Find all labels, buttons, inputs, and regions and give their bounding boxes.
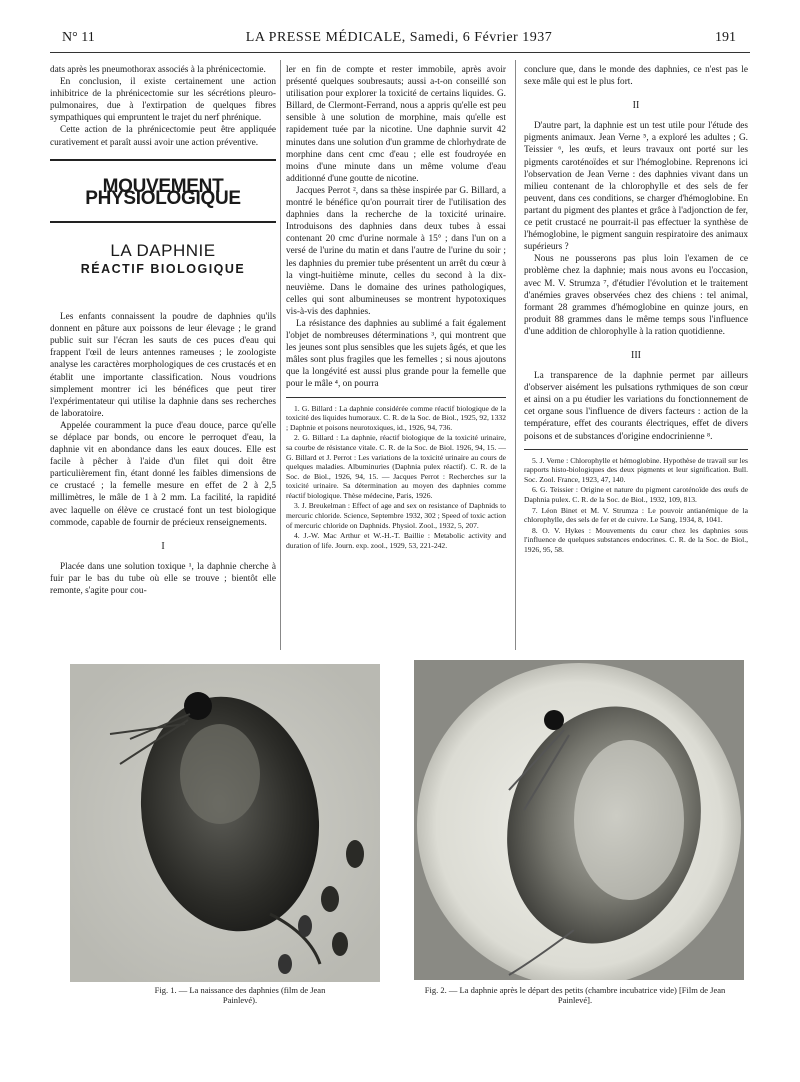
section-rule	[50, 221, 276, 223]
paragraph: Les enfants connaissent la poudre de daphnies qu'ils donnent en pâture aux poissons de leur élevage ; le grand public suit sur l'écran les sauts de ces puces d'eau qui frappent l'œil de leurs antennes rameuses ; le zoologiste analyse les caractères morphologiques de ces crustacés et en établit une importante classification. Nous voudrions simplement montrer ici les bénéfices que peut tirer l'expérimentateur qui utilise la daphnie dans ses recherches de laboratoire.	[50, 312, 276, 419]
paragraph: dats après les pneumothorax associés à la phrénicectomie.	[50, 65, 266, 75]
daphnia-photo-1	[70, 664, 380, 982]
paragraph: La résistance des daphnies au sublimé a fait également l'objet de nombreuses déterminations ³, qui montrent que les jeunes sont plus sensibles que les sujets âgés, et que les mâles sont plus fragiles que les femelles ; si nous ajoutons que la longévité est aussi plus grande pour la femelle que pour le mâle ⁴, on pourra	[286, 318, 506, 390]
section-numeral: III	[631, 349, 641, 361]
footnote: 1. G. Billard : La daphnie considérée comme réactif biologique de la toxicité des liquides humoraux. C. R. de la Soc. de Biol., 1925, 92, 1332 ; Daphnie et poisons neurotoxiques, id., 1926, 94, 736.	[286, 403, 506, 432]
column-2	[286, 64, 506, 551]
column-divider	[280, 60, 281, 650]
paragraph: Jacques Perrot ², dans sa thèse inspirée par G. Billard, a montré le bénéfice qu'on pourrait tirer de l'utilisation des daphnies dans la recherche de la toxicité urinaire. Introduisons des daphnies dans deux tubes à essai contenant 20 cmc d'urine normale à 15° ; dans l'un on a versé de l'urine du matin et dans l'autre de l'urine du soir ; les daphnies du premier tube présentent un arrêt du cœur à la vingt-huitième minute, celles du second à la dix-neuvième. Dans le domaine des urines pathologiques, celles qui sont albumineuses se montrent hypotoxiques vis-à-vis des daphnies.	[286, 185, 506, 317]
paragraph: D'autre part, la daphnie est un test utile pour l'étude des pigments animaux. Jean Verne ⁵, a exploré les adultes ; G. Teissier ⁶, les œufs, et leurs travaux ont porté sur les pigments caroténoïdes et sur l'hémoglobine. Reprenons ici l'observation de Jean Verne : des daphnies vivant dans un milieu contenant de la chlorophylle et des sels de fer peuvent, dans ces conditions, se charger d'hémoglobine. En partant du pigment des plantes et grâce à l'adjonction de fer, ce petit crustacé ne pourrait-il pas effectuer la synthèse de l'hémoglobine, le pigment sanguin respiratoire des animaux supérieurs ?	[524, 121, 748, 253]
paragraph: Cette action de la phrénicectomie peut être appliquée curativement et paraît aussi avoir une action préventive.	[50, 125, 276, 148]
column-3	[524, 64, 748, 556]
paragraph: En conclusion, il existe certainement une action inhibitrice de la phrénicectomie sur les sécrétions pleuro-pulmonaires, due à l'extirpation de quelques fibres sympathiques qui empruntent le trajet du nerf phrénique.	[50, 77, 276, 124]
article-title: LA DAPHNIE	[110, 240, 216, 260]
footnotes	[286, 404, 506, 551]
column-1	[50, 64, 276, 597]
paragraph: ler en fin de compte et rester immobile, après avoir présenté quelques soubresauts; aussi a-t-on conseillé son utilisation pour explorer la toxicité de certains liquides. G. Billard, de Clermont-Ferrand, nous a appris qu'elle est peu sensible à une solution de morphine, mais qu'elle est rapidement tuée par la nicotine. Une daphnie survit 42 minutes dans une solution d'un gramme de chlorhydrate de morphine dans cent cmc d'eau ; elle est foudroyée en moins d'une minute dans un même volume d'eau additionné d'une goutte de nicotine.	[286, 65, 506, 184]
issue-number: N° 11	[62, 30, 95, 45]
section-numeral: II	[632, 100, 640, 112]
paragraph: La transparence de la daphnie permet par ailleurs d'observer aisément les pulsations rythmiques de son cœur et ainsi on a pu étudier les variations du fonctionnement de cet organe sous l'influence de divers facteurs : action de la température, effet des courants électriques, effet de divers poisons et de substances d'origine endocrinienne ⁸.	[524, 371, 748, 442]
footnote: 8. O. V. Hykes : Mouvements du cœur chez les daphnies sous l'influence de quelques substances endocrines. C. R. de la Soc. de Biol., 1926, 95, 58.	[524, 525, 748, 554]
article-subtitle: RÉACTIF BIOLOGIQUE	[80, 261, 246, 276]
footnote: 5. J. Verne : Chlorophylle et hémoglobine. Hypothèse de travail sur les rapports histo-biologiques des deux pigments et leur signification. Bull. Soc. Zool. France, 1923, 47, 140.	[524, 455, 748, 484]
paragraph: Nous ne pousserons pas plus loin l'examen de ce problème chez la daphnie; mais nous avons eu l'occasion, avec M. V. Strumza ⁷, d'étudier l'évolution et le traitement d'anémies graves observées chez des chiens : tel animal, formant 28 grammes d'hémoglobine en quinze jours, en produit 88 grammes dans le même temps sous l'influence d'une addition de chlorophylle à la ration quotidienne.	[524, 254, 748, 337]
footnote: 6. G. Teissier : Origine et nature du pigment caroténoïde des œufs de Daphnia pulex. C. R. de la Soc. de Biol., 1932, 109, 813.	[524, 485, 748, 504]
paragraph: conclure que, dans le monde des daphnies, ce n'est pas le sexe mâle qui est le plus fort.	[524, 65, 748, 88]
figure-1-caption: Fig. 1. — La naissance des daphnies (film de Jean Painlevé).	[154, 985, 326, 1005]
figure-2-caption: Fig. 2. — La daphnie après le départ des petits (chambre incubatrice vide) [Film de Jean Painlevé].	[424, 985, 726, 1005]
footnote: 2. G. Billard : La daphnie, réactif biologique de la toxicité urinaire, sa courbe de résistance vitale. C. R. de la Soc. de Biol. 1926, 94, 15. — G. Billard et J. Perrot : Les variations de la toxicité urinaire au cours de quelques maladies. Albuminuries (Daphnia pulex réactif). C. R. de la Soc. de Biol., 1926, 94, 15. — Jacques Perrot : Recherches sur la toxicité urinaire. Sa détermination au moyen des daphnies comme réactif biologique. Thèse médecine, Paris, 1926.	[286, 433, 506, 500]
footnotes	[524, 456, 748, 555]
journal-title: LA PRESSE MÉDICALE, Samedi, 6 Février 1937	[245, 30, 553, 45]
footnote-rule	[286, 397, 506, 398]
paragraph: Appelée couramment la puce d'eau douce, parce qu'elle se déplace par bonds, ou encore le perroquet d'eau, la daphnie vit en abondance dans les eaux douces. Elle est facile à pêcher à l'aide d'un filet qui doit être particulièrement fin, étant donné les faibles dimensions de ce crustacé ; la femelle mesure en effet de 2 à 2,5 millimètres, le mâle de 1 à 2 mm. La facilité, la rapidité avec laquelle on élève ce crustacé font un test biologique commode, capable de fournir de précieux renseignements.	[50, 420, 276, 528]
header-rule	[50, 52, 750, 53]
section-title: MOUVEMENT PHYSIOLOGIQUE	[85, 175, 241, 209]
footnote: 4. J.-W. Mac Arthur et W.-H.-T. Baillie : Metabolic activity and duration of life. Journ. exp. zool., 1929, 53, 221-242.	[286, 531, 506, 550]
section-rule	[50, 159, 276, 161]
column-divider	[515, 60, 516, 650]
page-header	[62, 30, 736, 48]
paragraph: Placée dans une solution toxique ¹, la daphnie cherche à fuir par le bas du tube où elle se trouve ; bientôt elle remonte, s'agite pour cou-	[50, 561, 276, 596]
footnote-rule	[524, 449, 748, 450]
footnote: 3. J. Breukelman : Effect of age and sex on resistance of Daphnids to mercuric chloride. Science, Septembre 1932, 302 ; Speed of toxic action of mercuric chloride on Daphnids. Physiol. Zool., 1932, 5, 207.	[286, 501, 506, 530]
page-number: 191	[715, 30, 736, 45]
daphnia-photo-2	[414, 660, 744, 980]
section-numeral: I	[161, 540, 165, 552]
footnote: 7. Léon Binet et M. V. Strumza : Le pouvoir antianémique de la chlorophylle, des sels de fer et de cuivre. Le Sang, 1934, 8, 1041.	[524, 505, 748, 525]
